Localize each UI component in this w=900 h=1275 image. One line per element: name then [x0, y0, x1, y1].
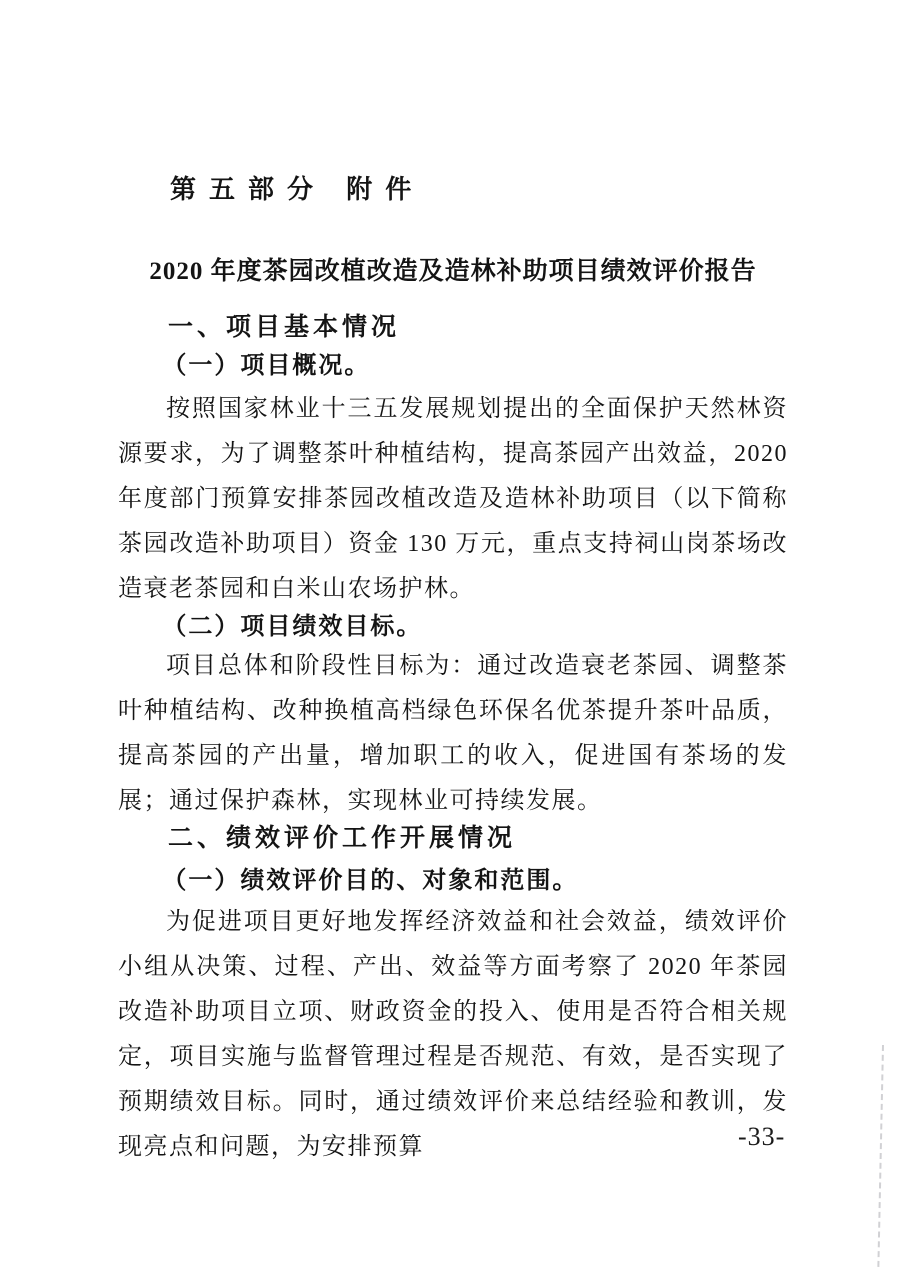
paragraph-performance-goals: 项目总体和阶段性目标为：通过改造衰老茶园、调整茶叶种植结构、改种换植高档绿色环保名优茶提升茶叶品质，提高茶园的产出量，增加职工的收入，促进国有茶场的发展；通过保护森林，实现林业可持续发展。: [118, 653, 788, 814]
subsection-2-1-heading: （一）绩效评价目的、对象和范围。: [162, 868, 579, 894]
section-2-heading: 二、绩效评价工作开展情况: [168, 824, 517, 852]
subsection-1-1-heading: （一）项目概况。: [162, 353, 371, 379]
part-heading: 第五部分 附件: [170, 174, 425, 204]
paragraph-project-overview: 按照国家林业十三五发展规划提出的全面保护天然林资源要求，为了调整茶叶种植结构，提高茶园产出效益，2020 年度部门预算安排茶园改植改造及造林补助项目（以下简称茶园改造补助项目）资金 130 万元，重点支持祠山岗茶场改造衰老茶园和白米山农场护林。: [118, 396, 788, 602]
scan-edge-artifact: [877, 1045, 884, 1267]
paragraph-evaluation-scope: 为促进项目更好地发挥经济效益和社会效益，绩效评价小组从决策、过程、产出、效益等方面考察了 2020 年茶园改造补助项目立项、财政资金的投入、使用是否符合相关规定，项目实施与监督管理过程是否规范、有效，是否实现了预期绩效目标。同时，通过绩效评价来总结经验和教训，发现亮点和问题，为安排预算: [118, 909, 788, 1160]
document-title: 2020 年度茶园改植改造及造林补助项目绩效评价报告: [149, 258, 757, 285]
subsection-1-2-heading: （二）项目绩效目标。: [162, 614, 423, 640]
section-1-heading: 一、项目基本情况: [168, 313, 401, 341]
page-number: -33-: [738, 1122, 786, 1151]
document-content: [118, 0, 788, 1170]
